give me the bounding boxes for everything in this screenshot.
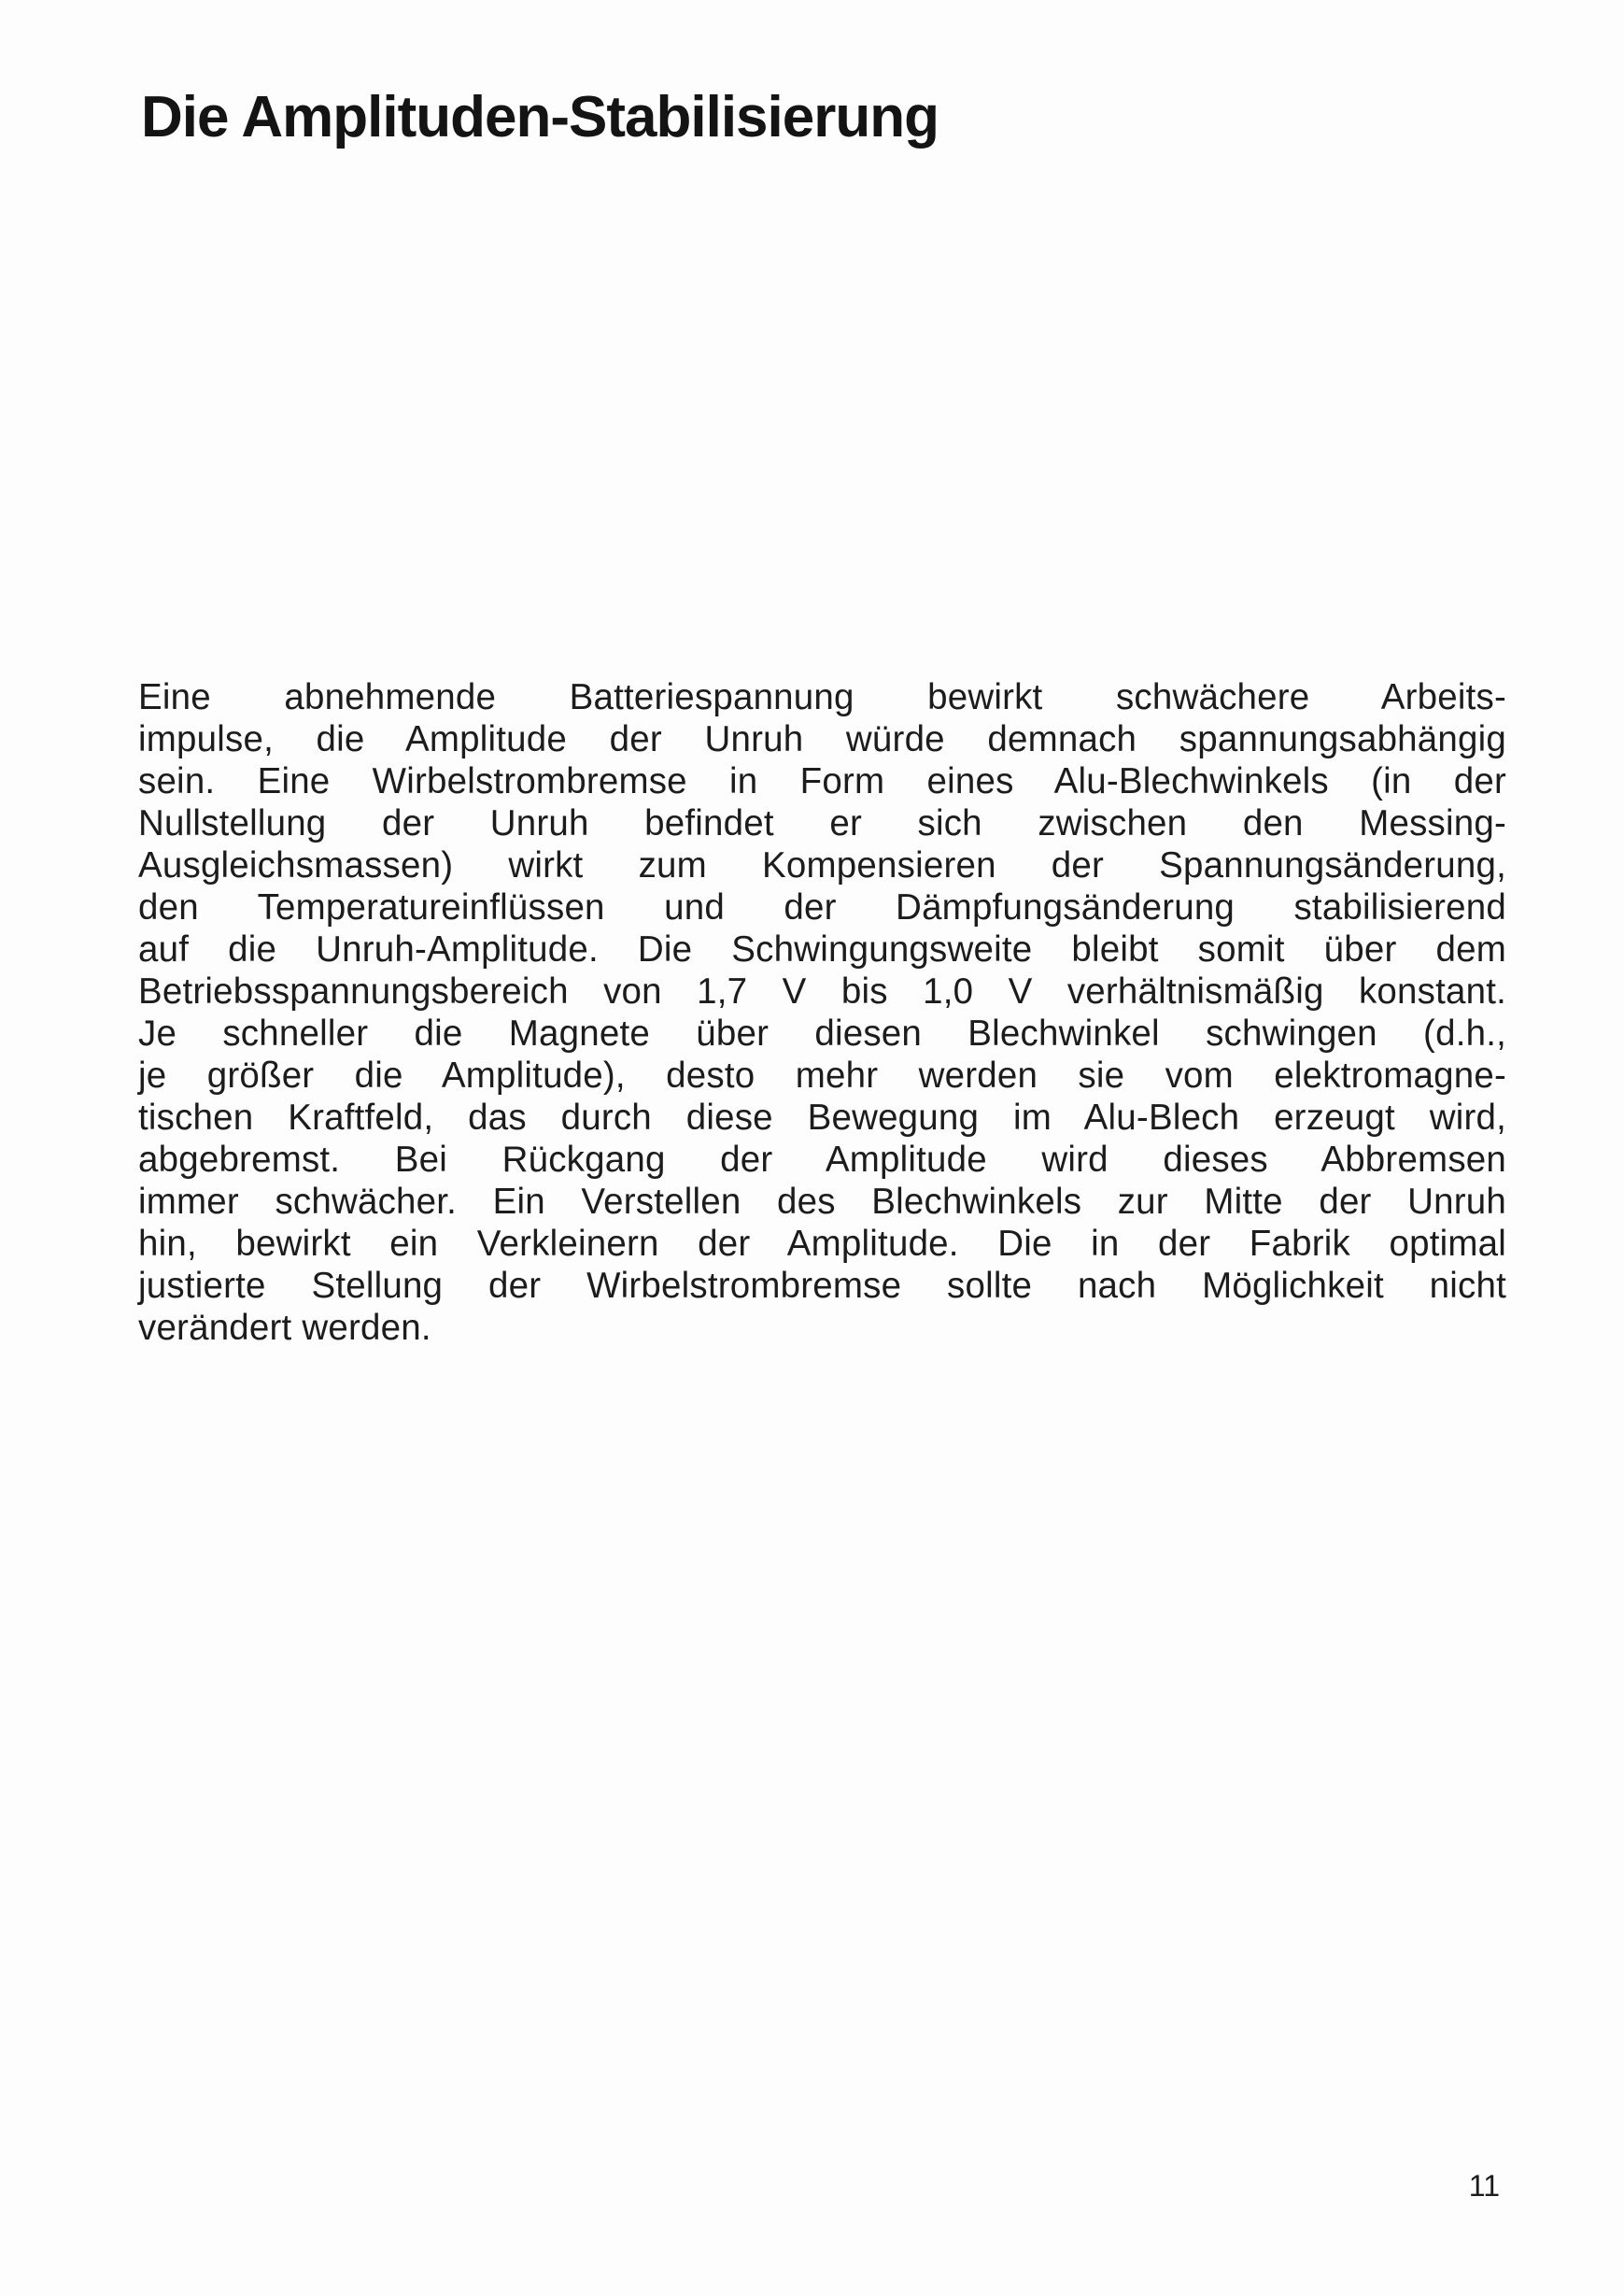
body-paragraph (138, 676, 1506, 1349)
text-line: tischen Kraftfeld, das durch diese Bewegung im Alu-Blech erzeugt wird, (138, 1098, 1506, 1138)
text-line: abgebremst. Bei Rückgang der Amplitude wird dieses Abbremsen (138, 1140, 1506, 1180)
text-line: Ausgleichsmassen) wirkt zum Kompensieren der Spannungsänderung, (138, 845, 1506, 886)
text-line: immer schwächer. Ein Verstellen des Blechwinkels zur Mitte der Unruh (138, 1182, 1506, 1222)
text-line: justierte Stellung der Wirbelstrombremse sollte nach Möglichkeit nicht (138, 1266, 1506, 1306)
text-line: je größer die Amplitude), desto mehr werden sie vom elektromagne- (138, 1056, 1506, 1096)
page-title: Die Amplituden-Stabilisierung (141, 85, 939, 149)
text-line: auf die Unruh-Amplitude. Die Schwingungsweite bleibt somit über dem (138, 929, 1506, 970)
text-line: verändert werden. (138, 1308, 431, 1348)
text-line: Eine abnehmende Batteriespannung bewirkt schwächere Arbeits- (138, 677, 1506, 717)
text-line: sein. Eine Wirbelstrombremse in Form eines Alu-Blechwinkels (in der (138, 761, 1506, 801)
text-line: impulse, die Amplitude der Unruh würde demnach spannungsabhängig (138, 719, 1506, 759)
text-line: hin, bewirkt ein Verkleinern der Amplitude. Die in der Fabrik optimal (138, 1224, 1506, 1264)
text-line: den Temperatureinflüssen und der Dämpfungsänderung stabilisierend (138, 887, 1506, 928)
text-line: Nullstellung der Unruh befindet er sich zwischen den Messing- (138, 803, 1506, 843)
text-line: Je schneller die Magnete über diesen Blechwinkel schwingen (d.h., (138, 1013, 1506, 1054)
page-number: 11 (1468, 2169, 1500, 2203)
text-line: Betriebsspannungsbereich von 1,7 V bis 1,0 V verhältnismäßig konstant. (138, 971, 1506, 1012)
